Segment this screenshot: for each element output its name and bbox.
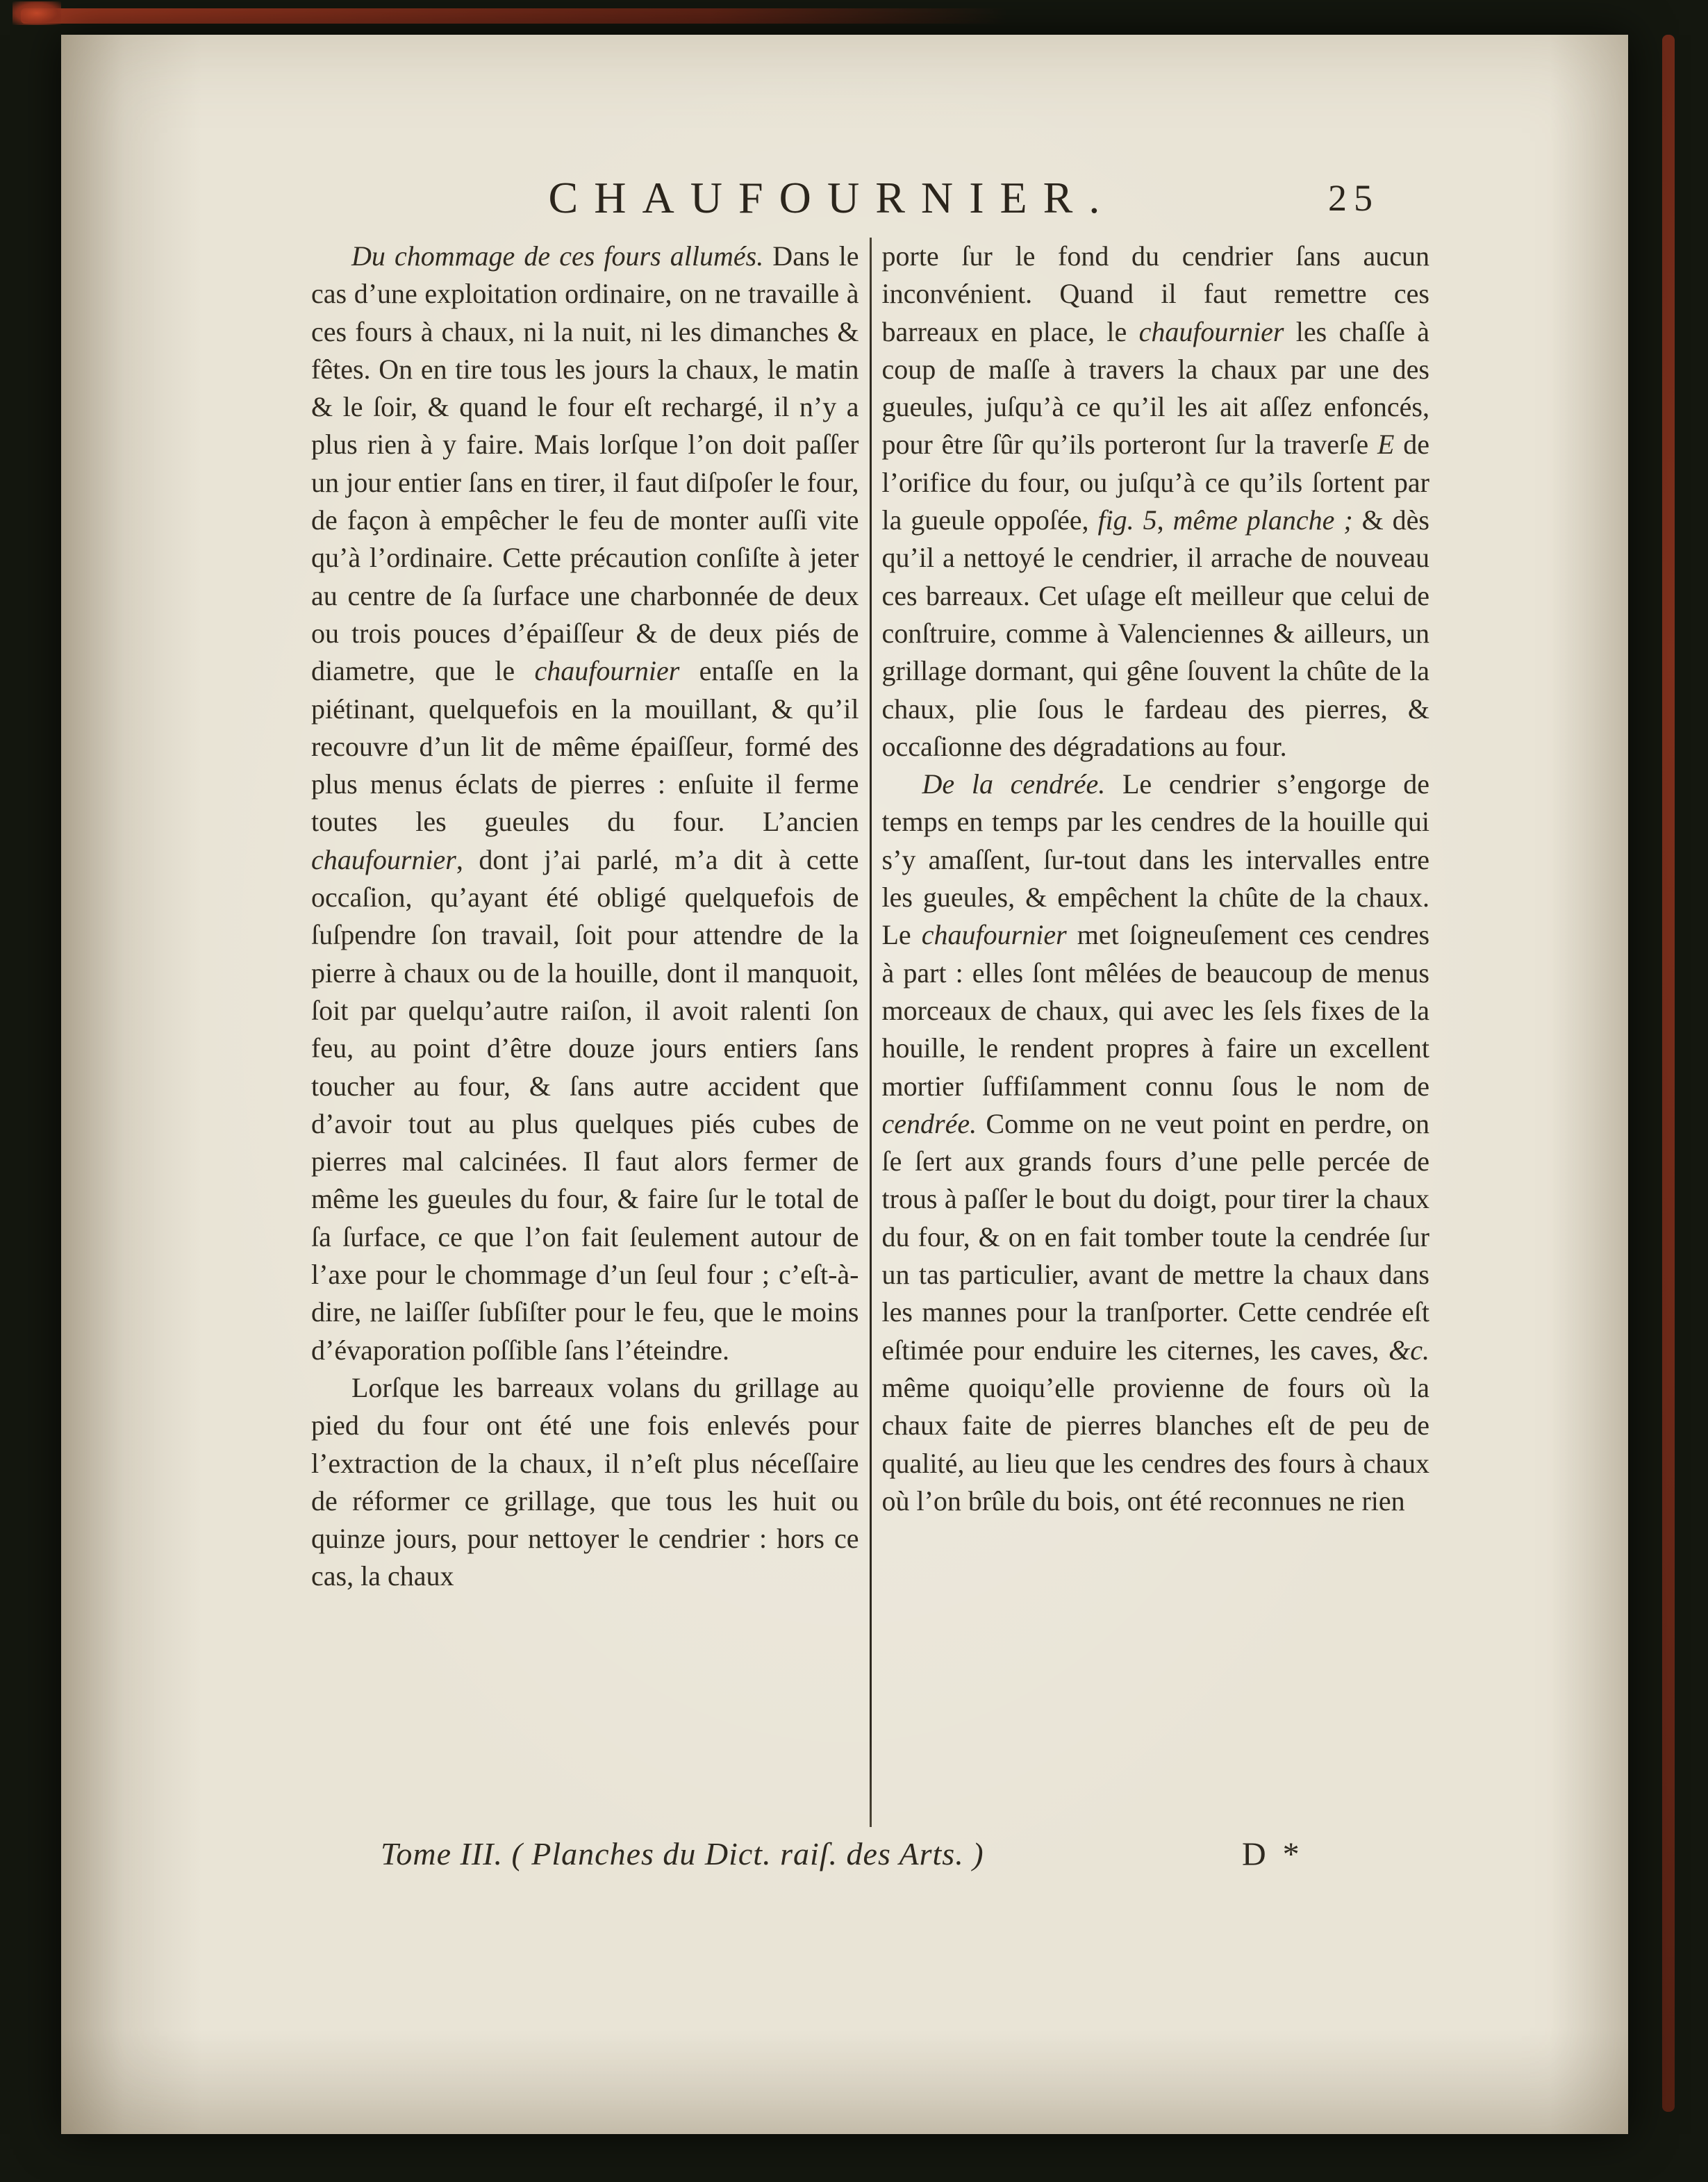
signature-mark: D * [1242,1836,1304,1873]
book-edge-top [21,8,1007,24]
right-column [882,238,1430,1827]
paragraph: De la cendrée. Le cendrier s’engorge de temps en temps par les cendres de la houille qui s’y amaſſent, ſur-tout dans les intervalles entre les gueules, & empêchent la chûte de la chaux. Le chaufournier met ſoigneuſement ces cendres à part : elles ſont mêlées de beaucoup de menus morceaux de chaux, qui avec les ſels fixes de la houille, le rendent propres à faire un excellent mortier ſuffiſamment connu ſous le nom de cendrée. Comme on ne veut point en perdre, on ſe ſert aux grands fours d’une pelle percée de trous à paſſer le bout du doigt, pour tirer la chaux du four, & on en fait tomber toute la cendrée ſur un tas particulier, avant de mettre la chaux dans les mannes pour la tranſporter. Cette cendrée eſt eſtimée pour enduire les citernes, les caves, &c. même quoiqu’elle provienne de fours où la chaux faite de pierres blanches eſt de peu de qualité, au lieu que les cendres des fours à chaux où l’on brûle du bois, ont été reconnues ne rien [881,768,1429,1516]
text-block [311,238,1429,1827]
paragraph: porte ſur le fond du cendrier ſans aucun inconvénient. Quand il faut remettre ces barreaux en place, le chaufournier les chaſſe à coup de maſſe à travers la chaux par une des gueules, juſqu’à ce qu’il les ait aſſez enfoncés, pour être ſûr qu’ils porteront ſur la traverſe E de l’orifice du four, ou juſqu’à ce qu’ils ſortent par la gueule oppoſée, fig. 5, même planche ; & dès qu’il a nettoyé le cendrier, il arrache de nouveau ces barreaux. Cet uſage eſt meilleur que celui de conſtruire, comme à Valenciennes & ailleurs, un grillage dormant, qui gêne ſouvent la chûte de la chaux, plie ſous le fardeau des pierres, & occaſionne des dégradations au four. [881,240,1429,762]
page-number: 25 [1328,177,1379,219]
paragraph: Du chommage de ces fours allumés. Dans le cas d’une exploitation ordinaire, on ne travaille à ces fours à chaux, ni la nuit, ni les dimanches & fêtes. On en tire tous les jours la chaux, le matin & le ſoir, & quand le four eſt rechargé, il n’y a plus rien à y faire. Mais lorſque l’on doit paſſer un jour entier ſans en tirer, il faut diſpoſer le four, de façon à empêcher le feu de monter auſſi vite qu’à l’ordinaire. Cette précaution conſiſte à jeter au centre de ſa ſurface une charbonnée de deux ou trois pouces d’épaiſſeur & de deux piés de diametre, que le chaufournier entaſſe en la piétinant, quelquefois en la mouillant, & qu’il recouvre d’un lit de même épaiſſeur, formé des plus menus éclats de pierres : enſuite il ferme toutes les gueules du four. L’ancien chaufournier, dont j’ai parlé, m’a dit à cette occaſion, qu’ayant été obligé quelquefois de ſuſpendre ſon travail, ſoit pour attendre de la pierre à chaux ou de la houille, dont il manquoit, ſoit par quelqu’autre raiſon, il avoit ralenti ſon feu, au point d’être douze jours entiers ſans toucher au four, & ſans autre accident que d’avoir tout au plus quelques piés cubes de pierres mal calcinées. Il faut alors fermer de même les gueules du four, & faire ſur le total de ſa ſurface, ce que l’on fait ſeulement autour de l’axe pour le chommage d’un ſeul four ; c’eſt-à-dire, ne laiſſer ſubſiſter pour le feu, que le moins d’évaporation poſſible ſans l’éteindre. [311,240,859,1366]
column-divider-rule [870,238,872,1827]
left-column [311,238,859,1827]
page-header [311,172,1429,235]
book-edge-corner [13,1,61,25]
imprint-line: Tome III. ( Planches du Dict. raiſ. des Arts. ) [381,1836,984,1871]
running-title: CHAUFOURNIER. [548,173,1116,222]
book-edge-right [1662,35,1675,2112]
page-footer [311,1835,1429,1884]
book-page [61,35,1628,2134]
paragraph: Lorſque les barreaux volans du grillage au pied du four ont été une fois enlevés pour l’extraction de la chaux, il n’eſt plus néceſſaire de réformer ce grillage, que tous les huit ou quinze jours, pour nettoyer le cendrier : hors ce cas, la chaux [311,1371,859,1592]
